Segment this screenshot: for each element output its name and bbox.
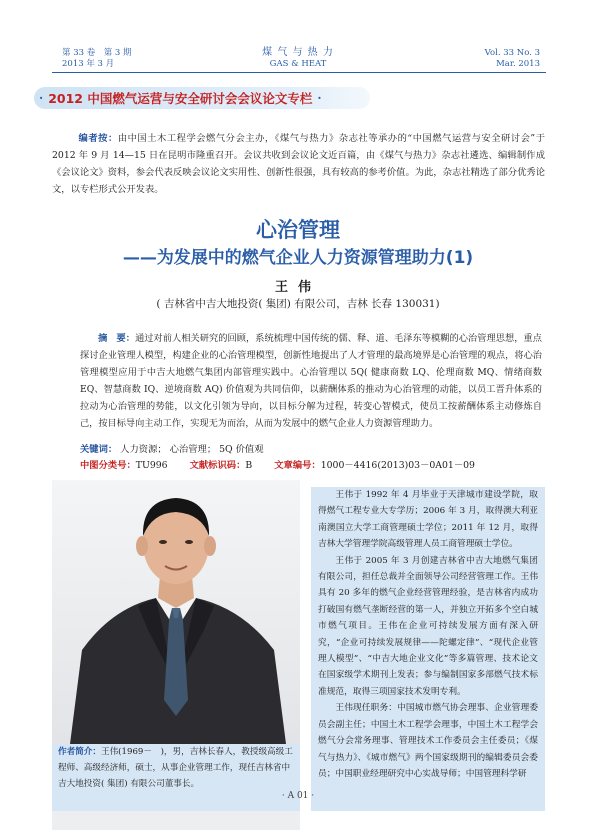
- page-number: · A 01 ·: [281, 791, 315, 801]
- author-portrait-icon: [52, 480, 300, 744]
- bio-paragraph: 王伟于 2005 年 3 月创建吉林省中吉大地燃气集团有限公司，担任总裁并全面领导公司经营管理工作。王伟具有 20 多年的燃气企业经营管理经验，是吉林省内成功打破国有燃气垄断经营的第一人，并独立开拓多个空白城市燃气项目。王伟在企业可持续发展方面有深入研究，“企业可持续发展规律——陀螺定律”、“现代企业管理人模型”、“中吉大地企业文化”等多篇管理、技术论文在国家级学术期刊上发表；参与编制国家多部燃气技术标准规范，取得三项国家技术发明专利。: [318, 555, 538, 697]
- article-subtitle: ——为发展中的燃气企业人力资源管理助力(1): [122, 248, 474, 268]
- article-number-label: 文章编号：: [274, 460, 321, 471]
- classification: [80, 457, 475, 471]
- author-affiliation: ( 吉林省中吉大地投资( 集团) 有限公司，吉林 长春 130031): [156, 298, 440, 310]
- header-date-en: Mar. 2013: [496, 59, 540, 69]
- article-title: 心治管理: [256, 218, 340, 242]
- header-volume: 第 33 卷 第 3 期: [62, 48, 132, 58]
- author-biography: [311, 487, 545, 811]
- journal-title-cn: 煤 气 与 热 力: [262, 47, 334, 58]
- header-volume-en: Vol. 33 No. 3: [484, 48, 540, 58]
- header-date: 2013 年 3 月: [62, 59, 115, 69]
- bio-paragraph: 王伟现任职务：中国城市燃气协会理事、企业管理委员会副主任；中国土木工程学会理事，中国土木工程学会燃气分会常务理事、管理技术工作委员会主任委员；《煤气与热力》、《城市燃气》两个国家级期刊的编辑委员会委员；中国职业经理研究中心实战导师；中国管理科学研: [318, 703, 538, 779]
- abstract-text: 通过对前人相关研究的回顾，系统梳理中国传统的儒、释、道、毛泽东等模糊的心治管理思想，重点探讨企业管理人模型，构建企业的心治管理模型，创新性地提出了人才管理的最高境界是心治管理的观点，将心治管理模型应用于中吉大地燃气集团内部管理实践中。心治管理以 5Q( 健康商数 LQ、伦理商数 MQ、情绪商数 EQ、智慧商数 IQ、逆境商数 AQ) 价值观为共同信仰，以薪酬体系的推动为心治管理的动能，以员工晋升体系的拉动为心治管理的势能，以文化引领为导向，以目标分解为过程，转变心智模式，使员工按薪酬体系主动修炼自己，按目标导向主动工作，实现无为而治，从而为发展中的燃气企业人力资源管理助力。: [80, 333, 542, 429]
- banner-text: 2012 中国燃气运营与安全研讨会会议论文专栏: [48, 91, 313, 106]
- bullet-dot-icon: ·: [317, 91, 322, 105]
- abstract: [80, 330, 542, 432]
- author-name: 王伟: [274, 280, 321, 295]
- bullet-dot-icon: ·: [39, 91, 44, 105]
- article-number: 1000－4416(2013)03－0A01－09: [320, 460, 475, 471]
- editor-note-label: 编者按：: [78, 133, 118, 144]
- keyword-item: 5Q 价值观: [219, 444, 264, 455]
- clc-number: TU996: [135, 460, 168, 471]
- caption-text: 王伟(1969－ )，男，吉林长春人，教授级高级工程师、高级经济师，硕士，从事企业管理工作，现任吉林省中吉大地投资( 集团) 有限公司董事长。: [58, 747, 293, 789]
- header-rule: [52, 72, 546, 73]
- keywords-label: 关键词：: [80, 444, 118, 455]
- column-banner: [34, 87, 370, 109]
- editor-note-text: 由中国土木工程学会燃气分会主办，《煤气与热力》杂志社等承办的“中国燃气运营与安全研讨会”于 2012 年 9 月 14—15 日在昆明市隆重召开。会议共收到会议论文近百篇，由《煤气与热力》杂志社遴选、编辑制作成《会议论文》资料，参会代表反映会议论文实用性、创新性很强，具有较高的参考价值。为此，杂志社精选了部分优秀论文，以专栏形式公开发表。: [52, 133, 545, 195]
- keyword-item: 人力资源；: [120, 444, 167, 455]
- abstract-label: 摘 要：: [98, 333, 136, 344]
- keyword-item: 心治管理；: [169, 444, 217, 455]
- bio-paragraph: 王伟于 1992 年 4 月毕业于天津城市建设学院，取得燃气工程专业大专学历；2006 年 3 月，取得澳大利亚南澳国立大学工商管理硕士学位；2011 年 12 月，取得吉林大学管理学院高级管理人员工商管理硕士学位。: [318, 490, 538, 550]
- editor-note: [52, 130, 545, 198]
- clc-label: 中图分类号：: [80, 460, 136, 471]
- keywords: [80, 441, 264, 455]
- doc-code-label: 文献标识码：: [189, 460, 246, 471]
- doc-code: B: [245, 460, 253, 471]
- caption-label: 作者简介：: [58, 747, 101, 757]
- journal-title-en: GAS & HEAT: [269, 59, 327, 69]
